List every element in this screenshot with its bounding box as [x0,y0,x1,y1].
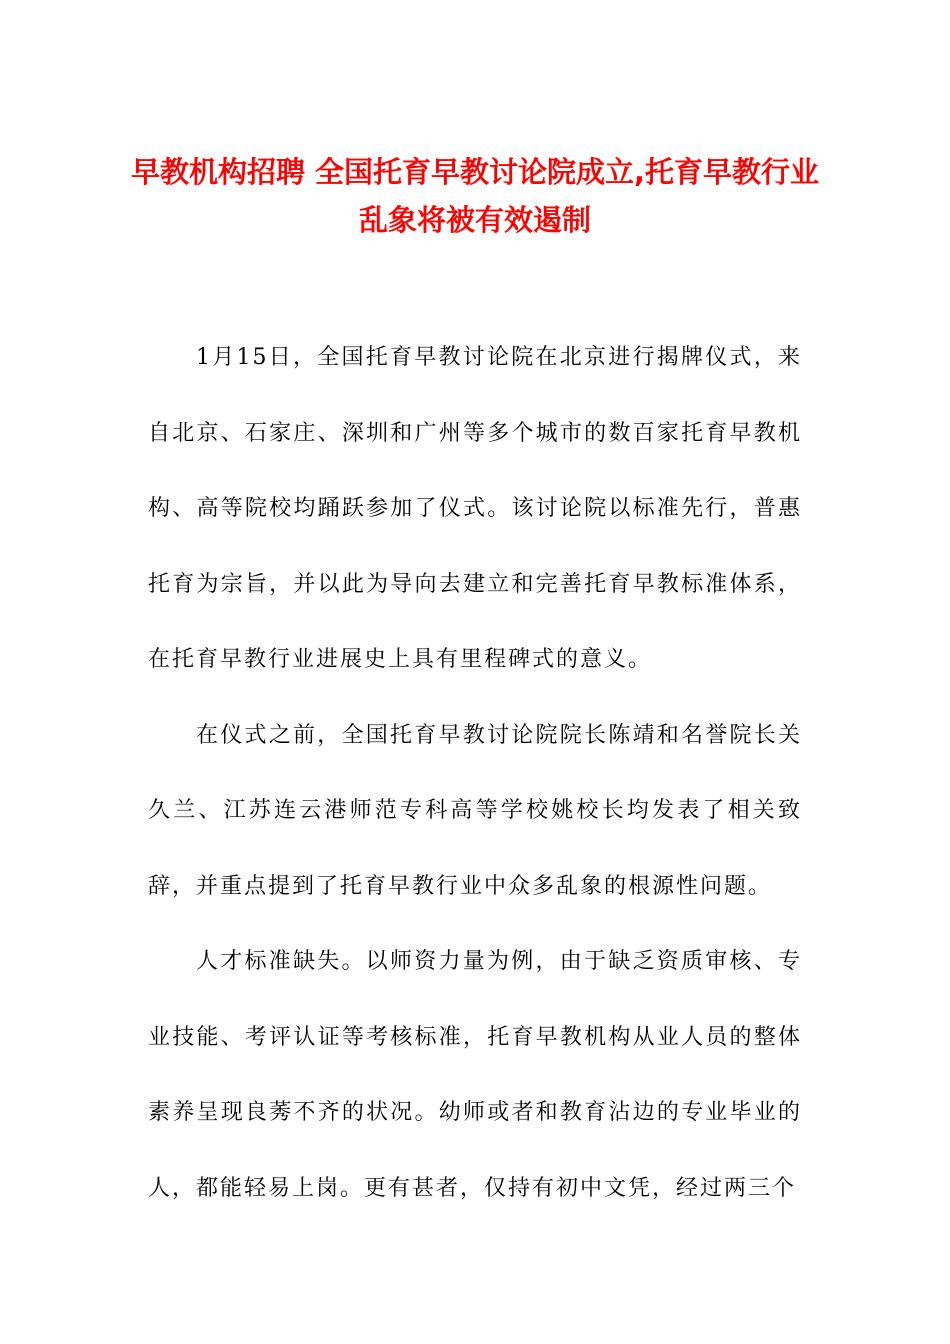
document-title: 早教机构招聘 全国托育早教讨论院成立,托育早教行业乱象将被有效遏制 [130,155,820,237]
paragraph: 1月15日，全国托育早教讨论院在北京进行揭牌仪式，来自北京、石家庄、深圳和广州等多个城市的数百家托育早教机构、高等院校均踊跃参加了仪式。该讨论院以标准先行，普惠托育为宗旨，并以此为导向去建立和完善托育早教标准体系，在托育早教行业进展史上具有里程碑式的意义。 [148,345,802,672]
paragraph: 在仪式之前，全国托育早教讨论院院长陈靖和名誉院长关久兰、江苏连云港师范专科高等学校姚校长均发表了相关致辞，并重点提到了托育早教行业中众多乱象的根源性问题。 [148,722,802,899]
document-body [148,320,802,1226]
paragraph: 人才标准缺失。以师资力量为例，由于缺乏资质审核、专业技能、考评认证等考核标准，托育早教机构从业人员的整体素养呈现良莠不齐的状况。幼师或者和教育沾边的专业毕业的人，都能轻易上岗。更有甚者，仅持有初中文凭，经过两三个 [148,949,802,1201]
